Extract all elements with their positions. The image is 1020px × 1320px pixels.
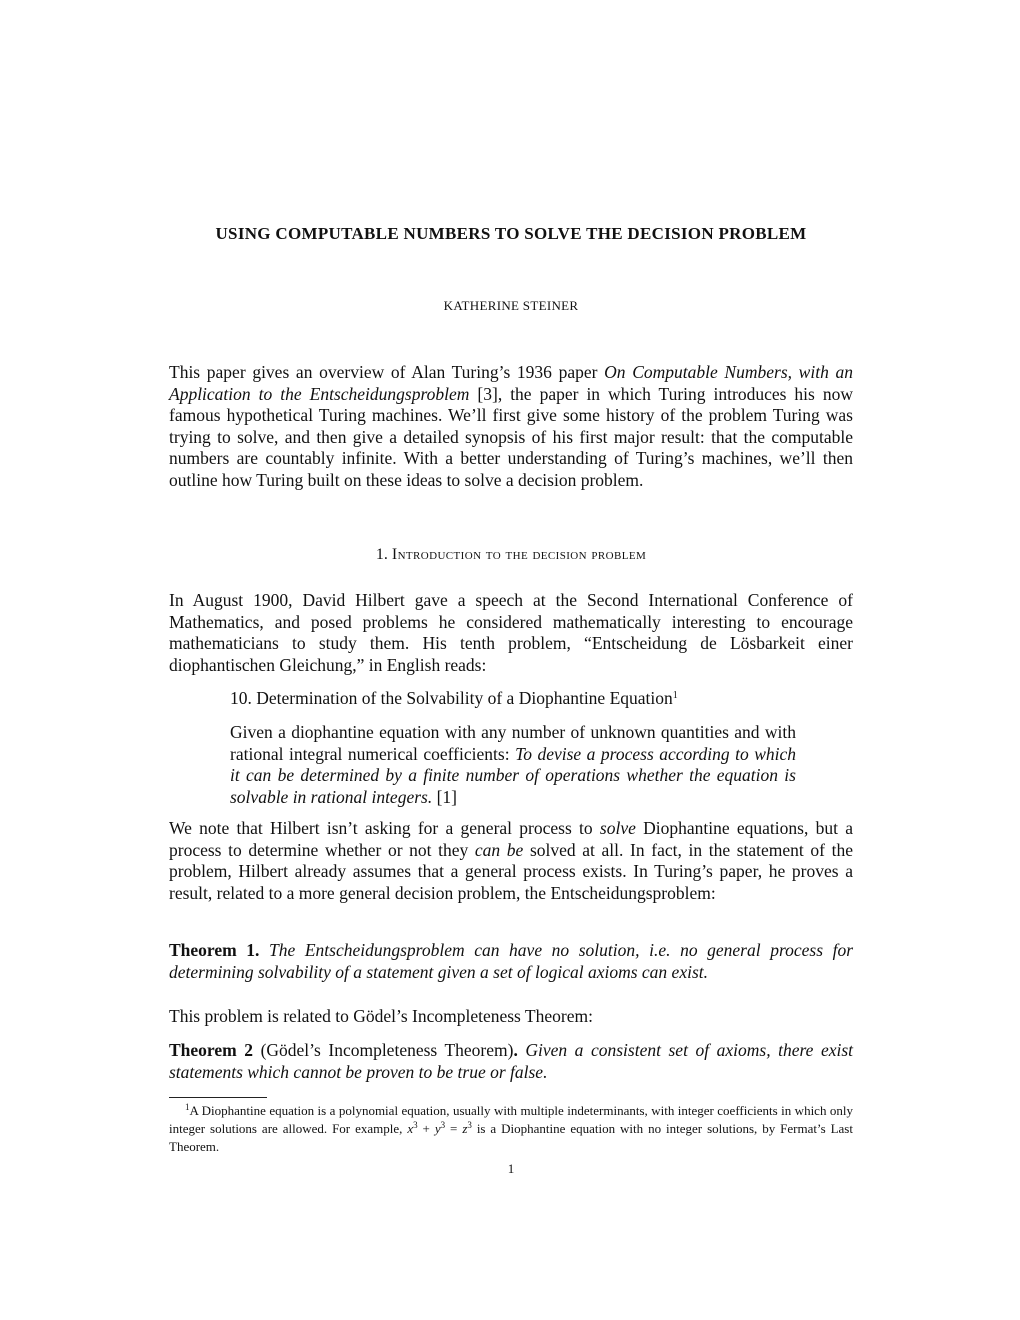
page-number: 1 (507, 1161, 515, 1176)
quote-heading-text: 10. Determination of the Solvability of a Diophantine Equation (230, 688, 673, 708)
theorem-2-label: Theorem 2 (169, 1040, 254, 1060)
section-heading (169, 546, 853, 564)
footnote-number: 1 (185, 1102, 190, 1112)
author-name: KATHERINE STEINER (443, 298, 579, 313)
intro-paragraph: In August 1900, David Hilbert gave a speech at the Second International Conference of Mathematics, and posed problems he considered mathematically interesting to encourage mathematicians to study them. His tenth problem, “Entscheidung de Lösbarkeit einer diophantischen Gleichung,” in English reads: (169, 590, 853, 675)
footnote (169, 1102, 853, 1156)
theorem-1-statement: The Entscheidungsproblem can have no solution, i.e. no general process for determining solvability of a statement given a set of logical axioms can exist. (169, 940, 854, 982)
emphasis-solve: solve (599, 818, 636, 838)
eq-y: y (434, 1121, 441, 1136)
quote-body (230, 722, 796, 808)
quote-text: Given a diophantine equation with any number of unknown quantities and with rational integral numerical coefficients: (230, 722, 796, 764)
footnote-rule (169, 1097, 267, 1098)
discussion-text-1: We note that Hilbert isn’t asking for a general process to (169, 818, 600, 838)
theorem-1-label: Theorem 1. (169, 940, 260, 960)
theorem-2: Theorem 2 (Gödel’s Incompleteness Theorem). Given a consistent set of axioms, there exist statements which cannot be proven to be true or false. (169, 1040, 854, 1082)
reference-title: On Computable Numbers, with an Application to the Entscheidungsproblem (169, 362, 853, 404)
paper-title: USING COMPUTABLE NUMBERS TO SOLVE THE DECISION PROBLEM (215, 224, 807, 243)
quote-heading (230, 688, 796, 710)
abstract-text-1: This paper gives an overview of Alan Turing’s 1936 paper (169, 362, 605, 382)
eq-x: x (407, 1121, 414, 1136)
theorem-2-statement: Given a consistent set of axioms, there exist statements which cannot be proven to be true or false. (169, 1040, 854, 1082)
discussion-paragraph (169, 818, 853, 904)
eq-exponent-y: 3 (440, 1120, 446, 1130)
eq-plus: + (417, 1121, 435, 1136)
paper-page (169, 0, 853, 1320)
eq-exponent-x: 3 (413, 1120, 418, 1130)
eq-z: z (462, 1121, 468, 1136)
footnote-text-1: A Diophantine equation is a polynomial equation, usually with multiple indeterminants, with integer coefficients in which only integer solutions are allowed. For example, (169, 1103, 853, 1136)
theorem-1 (169, 940, 853, 983)
emphasis-can-be: can be (474, 839, 524, 860)
section-title: Introduction to the decision problem (391, 546, 647, 563)
quote-emphasis: To devise a process according to which it can be determined by a finite number of operations whether the equation is solvable in rational integers. (230, 743, 796, 807)
abstract-paragraph (169, 362, 853, 491)
discussion-text-3: solved at all. In fact, in the statement of the problem, Hilbert already assumes that a general process exists. In Turing’s paper, he proves a result, related to a more general decision problem, the Entscheidungsproblem: (169, 839, 853, 903)
theorem-2-name: (Gödel’s Incompleteness Theorem) (260, 1040, 514, 1060)
footnote-marker: 1 (672, 690, 678, 701)
godel-intro-paragraph: This problem is related to Gödel’s Incompleteness Theorem: (169, 1006, 593, 1026)
abstract-text-2: [3], the paper in which Turing introduces his now famous hypothetical Turing machines. We’ll first give some history of the problem Turing was trying to solve, and then give a detailed synopsis of his first major result: that the computable numbers are countably infinite. With a better understanding of Turing’s machines, we’ll then outline how Turing built on these ideas to solve a decision problem. (169, 383, 853, 490)
eq-exponent-z: 3 (467, 1120, 472, 1130)
eq-equals: = (445, 1121, 463, 1136)
footnote-text-2: is a Diophantine equation with no integer solutions, by Fermat’s Last Theorem. (169, 1121, 853, 1154)
section-number: 1. (375, 546, 388, 563)
quote-citation: [1] (432, 786, 457, 807)
discussion-text-2: Diophantine equations, but a process to determine whether or not they (169, 818, 853, 860)
